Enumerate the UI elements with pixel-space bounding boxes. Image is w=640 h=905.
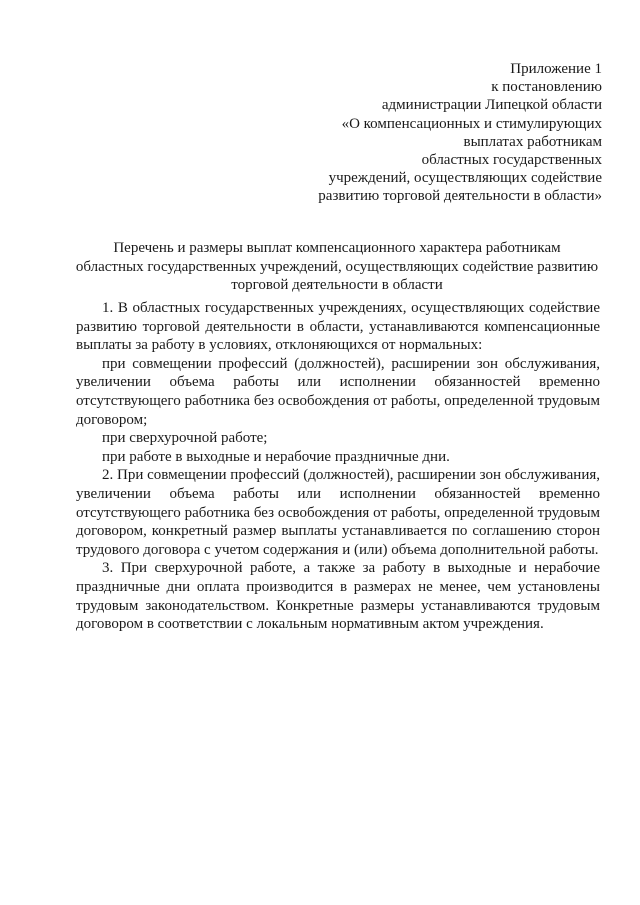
paragraph-item: при сверхурочной работе; xyxy=(102,430,268,447)
appendix-line: развитию торговой деятельности в области» xyxy=(318,188,602,205)
paragraph-2: 2. При совмещении профессий (должностей), расширении зон обслуживания, увеличении объема работы или исполнении обязанностей временно отсутствующего работника без освобождения от работы, определенной трудовым договором, конкретный размер выплаты устанавливается по соглашению сторон трудового договора с учетом содержания и (или) объема дополнительной работы. xyxy=(76,467,600,558)
appendix-header xyxy=(318,60,602,206)
appendix-line: учреждений, осуществляющих содействие xyxy=(328,170,602,187)
appendix-line: администрации Липецкой области xyxy=(381,97,602,114)
appendix-line: выплатах работникам xyxy=(463,133,602,150)
document-title xyxy=(70,239,604,295)
title-line: торговой деятельности в области xyxy=(231,277,443,293)
appendix-line: Приложение 1 xyxy=(510,61,602,77)
appendix-line: областных государственных xyxy=(421,152,602,169)
title-line: Перечень и размеры выплат компенсационного характера работникам xyxy=(113,240,561,256)
paragraph-item: при работе в выходные и нерабочие праздничные дни. xyxy=(102,448,450,465)
paragraph-1: 1. В областных государственных учреждениях, осуществляющих содействие развитию торговой деятельности в области, устанавливаются компенсационные выплаты за работу в условиях, отклоняющихся от нормальных: xyxy=(76,300,600,354)
title-line: областных государственных учреждений, осуществляющих содействие развитию xyxy=(75,258,599,275)
appendix-line: «О компенсационных и стимулирующих xyxy=(341,115,602,132)
appendix-line: к постановлению xyxy=(491,79,602,96)
paragraph-item: при совмещении профессий (должностей), расширении зон обслуживания, увеличении объема работы или исполнении обязанностей временно отсутствующего работника без освобождения от работы, определенной трудовым договором; xyxy=(76,355,600,428)
paragraph-3: 3. При сверхурочной работе, а также за работу в выходные и нерабочие праздничные дни оплата производится в размерах не менее, чем установлены трудовым законодательством. Конкретные размеры устанавливаются трудовым договором в соответствии с локальным нормативным актом учреждения. xyxy=(76,560,600,633)
document-body xyxy=(76,299,600,634)
